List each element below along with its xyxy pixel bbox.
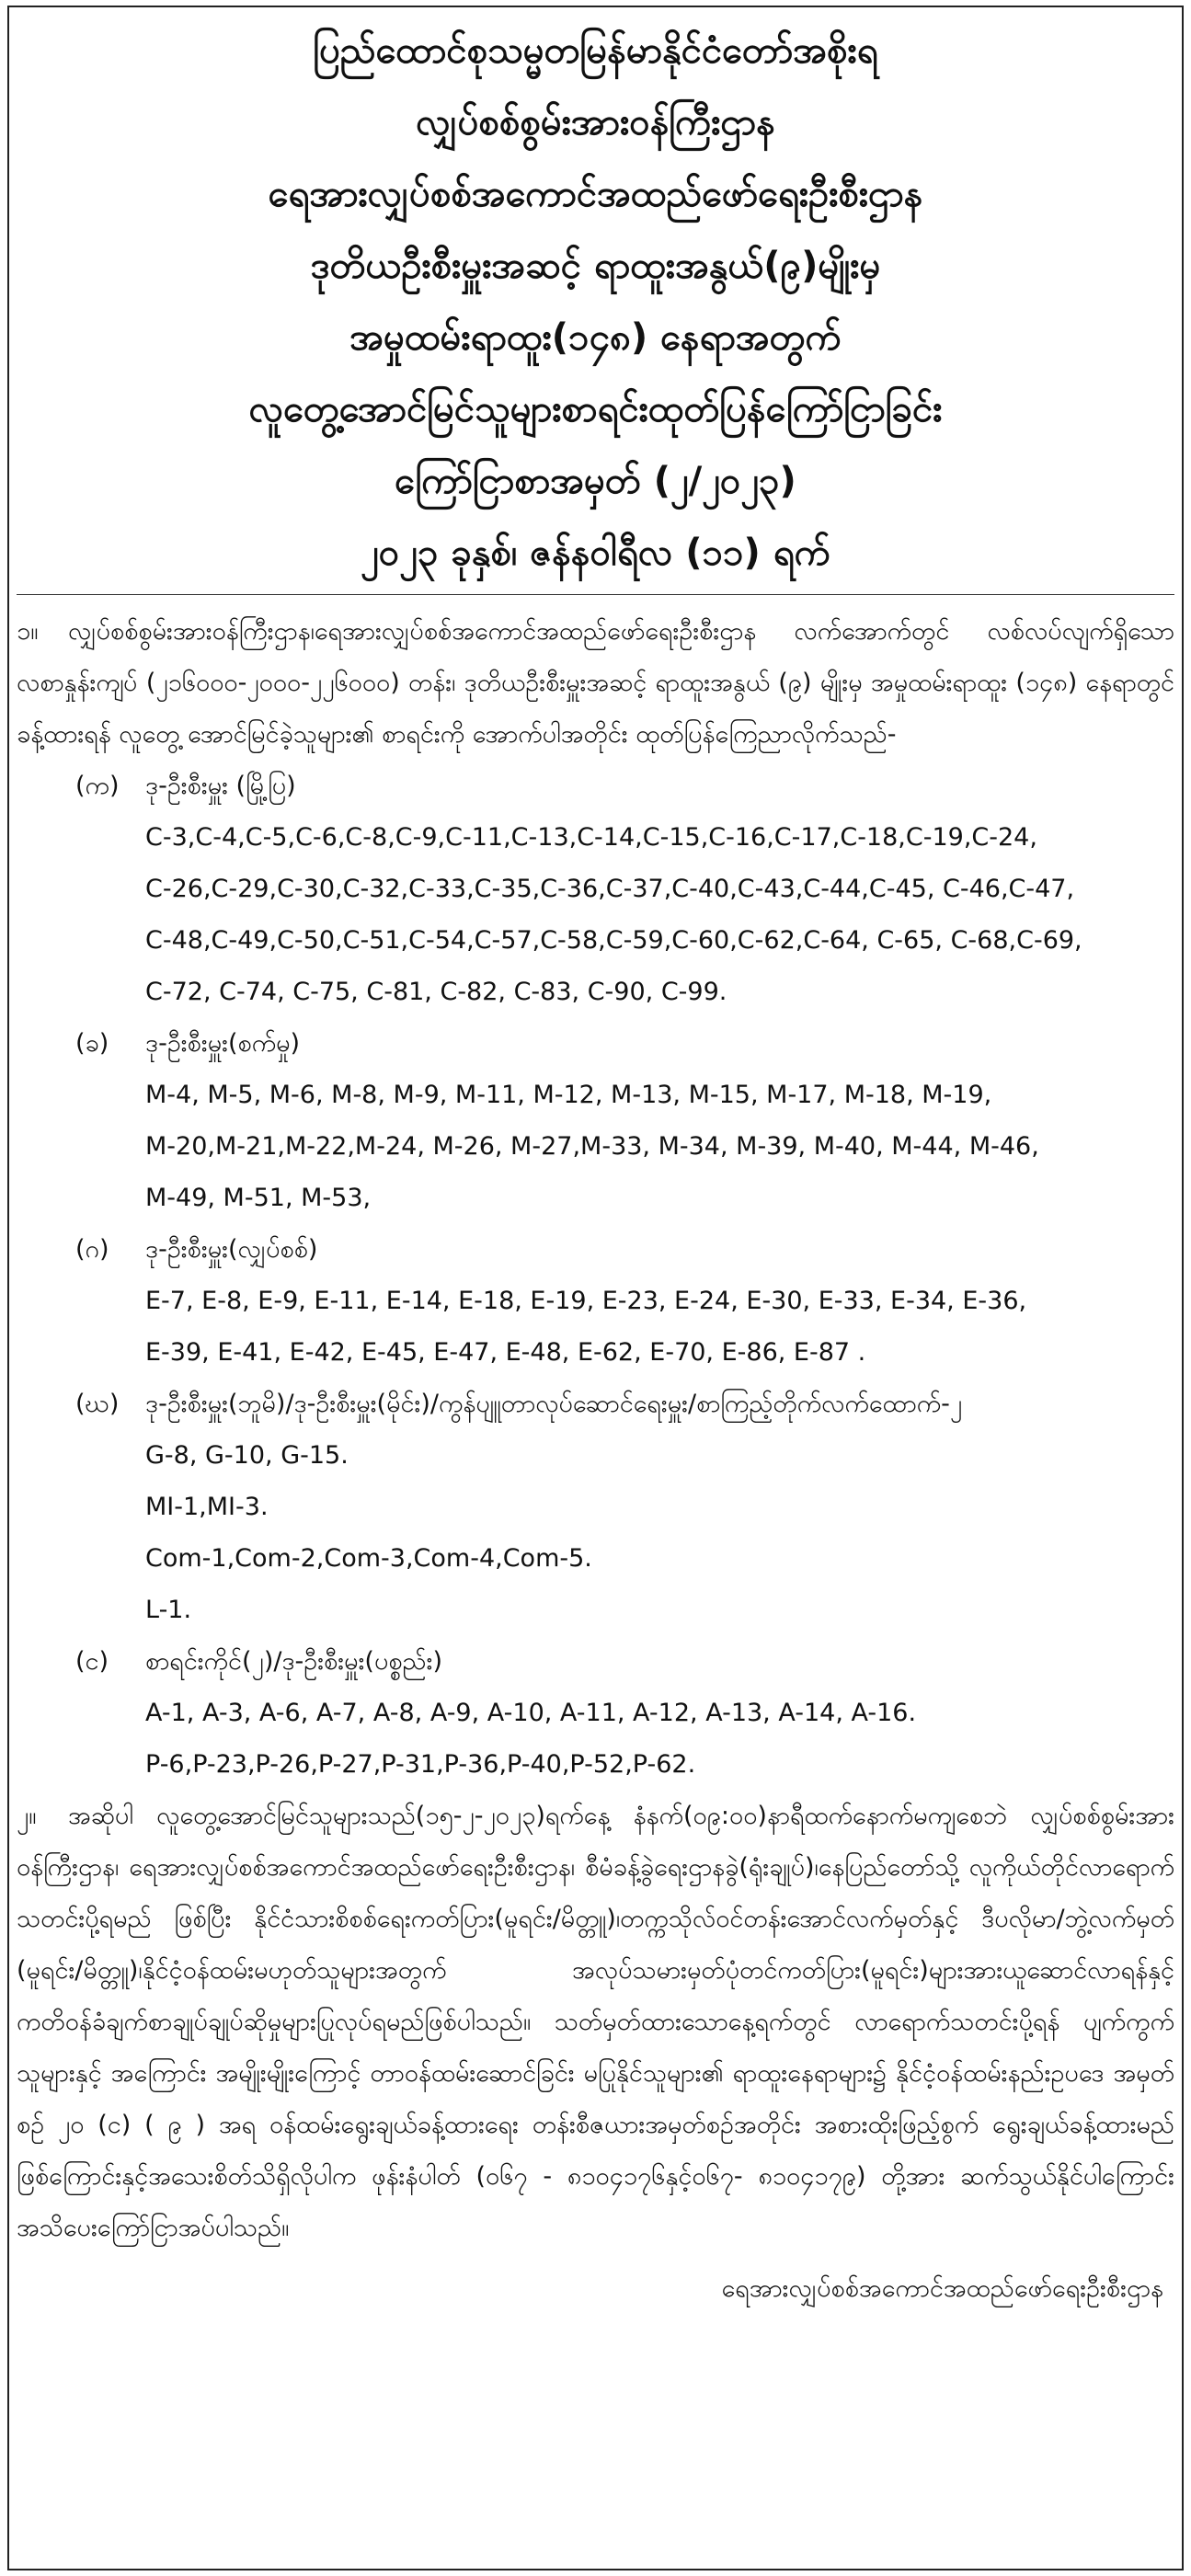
header-line: လျှပ်စစ်စွမ်းအားဝန်ကြီးဌာန [416,101,775,143]
code-line: Com-1,Com-2,Com-3,Com-4,Com-5. [145,1544,592,1573]
section-title: ဒု-ဦးစီးမှူး(ဘူမိ)/ဒု-ဦးစီးမှူး(မိုင်း)/ကွန်ပျူတာလုပ်ဆောင်ရေးမှူး/စာကြည့်တိုက်လက်ထောက်-၂ [145,1390,963,1418]
page-border [7,6,1184,2570]
section-title: စာရင်းကိုင်(၂)/ဒု-ဦးစီးမှူး(ပစ္စည်း) [145,1647,443,1676]
code-line: E-7, E-8, E-9, E-11, E-14, E-18, E-19, E-23, E-24, E-30, E-33, E-34, E-36, [145,1287,1027,1315]
code-line: C-48,C-49,C-50,C-51,C-54,C-57,C-58,C-59,C-60,C-62,C-64, C-65, C-68,C-69, [145,926,1082,955]
section-title: ဒု-ဦးစီးမှူး (မြို့ပြ) [145,772,296,800]
paragraph-number: ၂။ [17,1802,37,1830]
section-label: (ခ) [75,1029,109,1058]
code-line: C-26,C-29,C-30,C-32,C-33,C-35,C-36,C-37,C-40,C-43,C-44,C-45, C-46,C-47, [145,875,1075,903]
code-line: C-72, C-74, C-75, C-81, C-82, C-83, C-90, C-99. [145,978,727,1006]
code-line: M-4, M-5, M-6, M-8, M-9, M-11, M-12, M-13, M-15, M-17, M-18, M-19, [145,1081,992,1109]
signature: ရေအားလျှပ်စစ်အကောင်အထည်ဖော်ရေးဦးစီးဌာန [721,2274,1163,2303]
paragraph-text: လျှပ်စစ်စွမ်းအားဝန်ကြီးဌာန၊ရေအားလျှပ်စစ်အကောင်အထည်ဖော်ရေးဦးစီးဌာန လက်အောက်တွင် လစ်လပ်လျက်ရှိသော လစာနှုန်းကျပ် (၂၁၆၀၀၀-၂၀၀၀-၂၂၆၀၀၀) တန်း၊ ဒုတိယဦးစီးမှူးအဆင့် ရာထူးအနွယ် (၉) မျိုးမှ အမှုထမ်းရာထူး (၁၄၈) နေရာတွင် ခန့်ထားရန် လူတွေ့ အောင်မြင်ခဲ့သူများ၏ စာရင်းကို အောက်ပါအတိုင်း ထုတ်ပြန်ကြေညာလိုက်သည်- [17,617,1174,749]
code-line: M-49, M-51, M-53, [145,1184,372,1212]
header-line: ၂၀၂၃ ခုနှစ်၊ ဇန်နဝါရီလ (၁၁) ရက် [361,532,830,574]
paragraph-text: အဆိုပါ လူတွေ့အောင်မြင်သူများသည်(၁၅-၂-၂၀၂၃)ရက်နေ့ နံနက်(၀၉:၀၀)နာရီထက်နောက်မကျစေဘဲ လျှပ်စစ်စွမ်းအားဝန်ကြီးဌာန၊ ရေအားလျှပ်စစ်အကောင်အထည်ဖော်ရေးဦးစီးဌာန၊ စီမံခန့်ခွဲရေးဌာနခွဲ(ရုံးချုပ်)၊နေပြည်တော်သို့ လူကိုယ်တိုင်လာရောက်သတင်းပို့ရမည် ဖြစ်ပြီး နိုင်ငံသားစိစစ်ရေးကတ်ပြား(မူရင်း/မိတ္တူ)၊တက္ကသိုလ်ဝင်တန်းအောင်လက်မှတ်နှင့် ဒီပလိုမာ/ဘွဲ့လက်မှတ် (မူရင်း/မိတ္တူ)၊နိုင်ငံ့ဝန်ထမ်းမဟုတ်သူများအတွက် အလုပ်သမားမှတ်ပုံတင်ကတ်ပြား(မူရင်း)များအားယူဆောင်လာရန်နှင့်ကတိဝန်ခံချက်စာချုပ်ချုပ်ဆိုမှုများပြုလုပ်ရမည်ဖြစ်ပါသည်။ သတ်မှတ်ထားသောနေ့ရက်တွင် လာရောက်သတင်းပို့ရန် ပျက်ကွက်သူများနှင့် အကြောင်း အမျိုးမျိုးကြောင့် တာဝန်ထမ်းဆောင်ခြင်း မပြုနိုင်သူများ၏ ရာထူးနေရာများ၌ နိုင်ငံ့ဝန်ထမ်းနည်းဥပဒေ အမှတ်စဉ် ၂၀ (င) ( ၉ ) အရ ဝန်ထမ်းရွေးချယ်ခန့်ထားရေး တန်းစီဇယားအမှတ်စဉ်အတိုင်း အစားထိုးဖြည့်စွက် ရွေးချယ်ခန့်ထားမည်ဖြစ်ကြောင်းနှင့်အသေးစိတ်သိရှိလိုပါက ဖုန်းနံပါတ် (၀၆၇ - ၈၁၀၄၁၇၆နှင့်၀၆၇- ၈၁၀၄၁၇၉) တို့အား ဆက်သွယ်နိုင်ပါကြောင်း အသိပေးကြော်ငြာအပ်ပါသည်။ [17,1802,1174,2242]
code-line: G-8, G-10, G-15. [145,1441,349,1470]
header-line: ပြည်ထောင်စုသမ္မတမြန်မာနိုင်ငံတော်အစိုးရ [313,29,878,72]
section-title: ဒု-ဦးစီးမှူး(လျှပ်စစ်) [145,1235,318,1264]
section-label: (က) [75,772,120,800]
paragraph-number: ၁။ [17,617,39,646]
section-label: (ဂ) [75,1235,109,1264]
header-line: ဒုတိယဦးစီးမှူးအဆင့် ရာထူးအနွယ်(၉)မျိုးမှ [310,245,881,287]
header-line: ကြော်ငြာစာအမှတ် (၂/၂၀၂၃) [395,460,796,502]
code-line: P-6,P-23,P-26,P-27,P-31,P-36,P-40,P-52,P-62. [145,1750,696,1779]
code-line: L-1. [145,1596,192,1624]
code-line: C-3,C-4,C-5,C-6,C-8,C-9,C-11,C-13,C-14,C-15,C-16,C-17,C-18,C-19,C-24, [145,823,1037,852]
header-line: အမှုထမ်းရာထူး(၁၄၈) နေရာအတွက် [349,316,842,359]
section-label: (ဃ) [75,1390,120,1418]
code-line: MI-1,MI-3. [145,1493,269,1521]
code-line: M-20,M-21,M-22,M-24, M-26, M-27,M-33, M-34, M-39, M-40, M-44, M-46, [145,1132,1039,1161]
header-line: ရေအားလျှပ်စစ်အကောင်အထည်ဖော်ရေးဦးစီးဌာန [268,173,923,215]
code-line: A-1, A-3, A-6, A-7, A-8, A-9, A-10, A-11, A-12, A-13, A-14, A-16. [145,1699,917,1727]
section-title: ဒု-ဦးစီးမှူး(စက်မှု) [145,1029,301,1058]
section-label: (င) [75,1647,109,1676]
header-line: လူတွေ့အောင်မြင်သူများစာရင်းထုတ်ပြန်ကြော်ငြာခြင်း [248,388,943,430]
code-line: E-39, E-41, E-42, E-45, E-47, E-48, E-62, E-70, E-86, E-87 . [145,1338,866,1367]
